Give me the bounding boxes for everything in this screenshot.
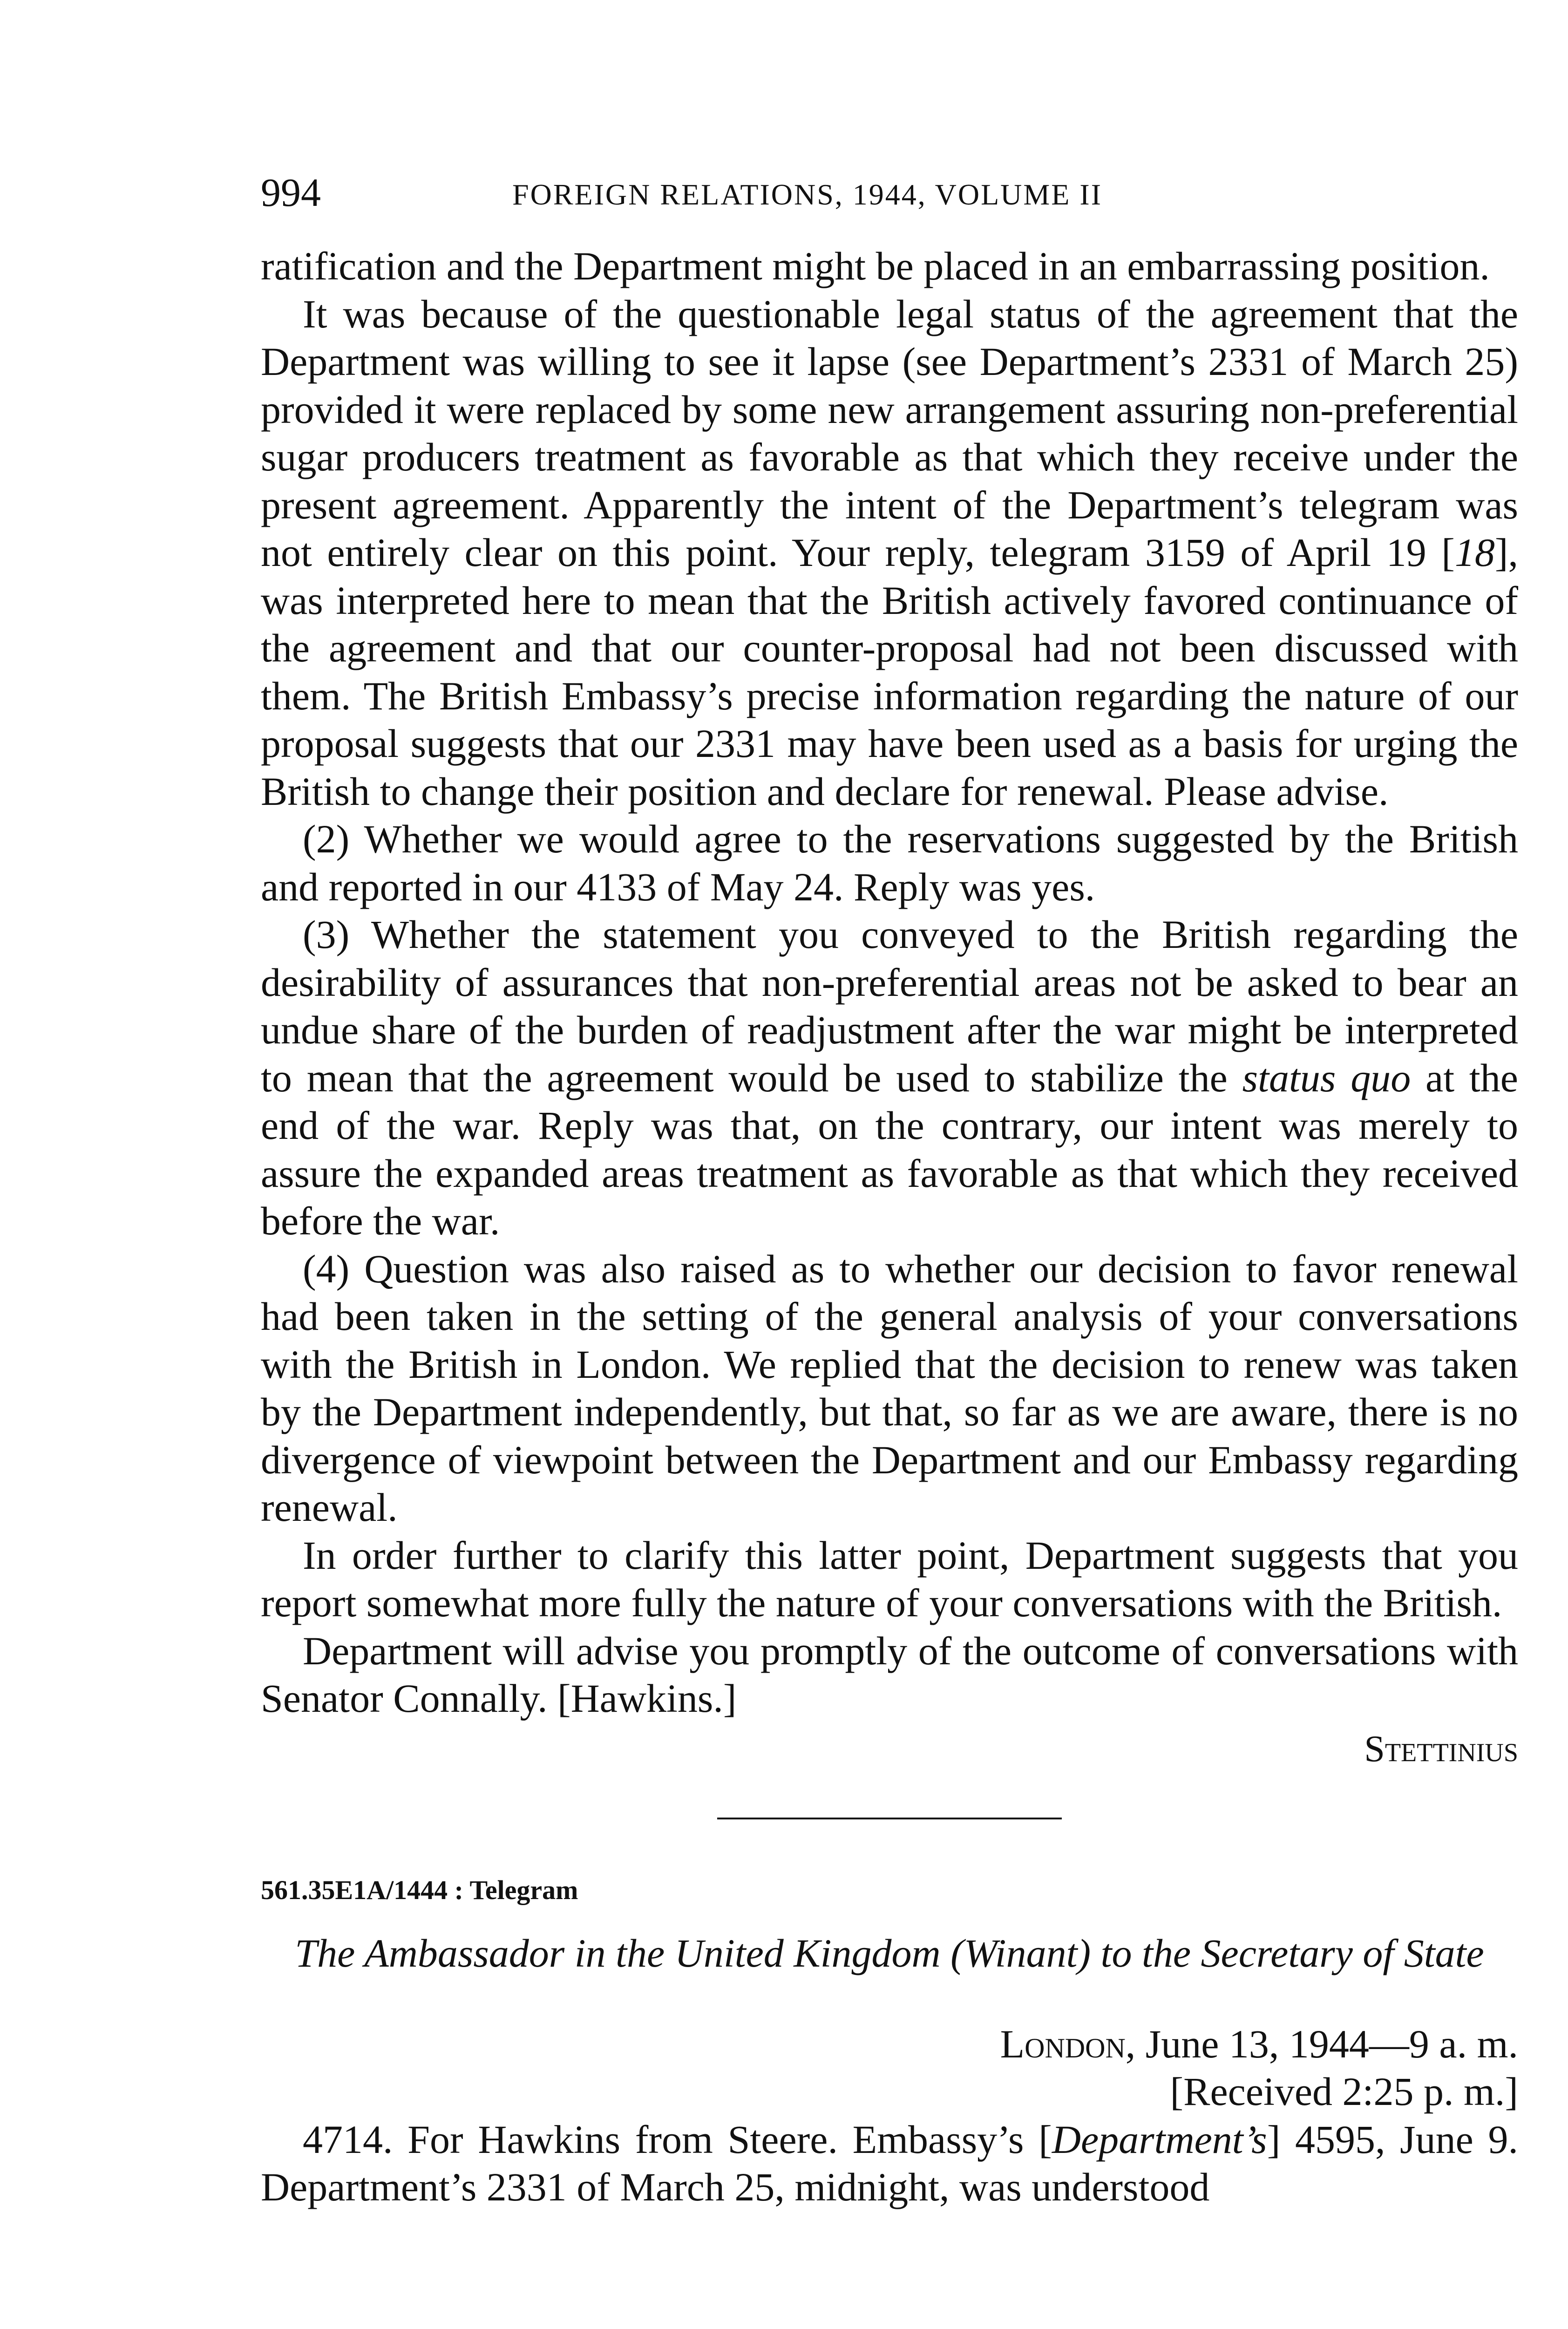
dateline-date: June 13, 1944—9 a. m. xyxy=(1135,2021,1518,2066)
italic-correction: Department’s xyxy=(1052,2117,1267,2162)
running-title: FOREIGN RELATIONS, 1944, VOLUME II xyxy=(512,178,1102,211)
paragraph-text: at the end of the war. Reply was that, on the contrary, our intent was merely to assure the expanded areas treatment as favorable as that which they received before the war. xyxy=(261,1055,1518,1243)
page-number: 994 xyxy=(261,170,321,215)
paragraph-text: 4714. For Hawkins from Steere. Embassy’s [ xyxy=(303,2117,1052,2162)
section-divider xyxy=(717,1818,1062,1819)
received-note: [Received 2:25 p. m.] xyxy=(1170,2069,1518,2114)
signature: Stettinius xyxy=(1364,1728,1518,1770)
paragraph-text: (3) Whether the statement you conveyed to the British regarding the desirability of assurances that non-preferential areas not be asked to bear an undue share of the burden of readjustment after the war might be interpreted to mean that the agreement would be used to stabilize the xyxy=(261,912,1518,1100)
paragraph-advise: Department will advise you promptly of the outcome of conversations with Senator Connally. [Hawkins.] xyxy=(261,1628,1518,1721)
paragraph-point-4: (4) Question was also raised as to whether our decision to favor renewal had been taken in the setting of the general analysis of your conversations with the British in London. We replied that the decision to renew was taken by the Department independently, but that, so far as we are aware, there is no divergence of viewpoint between the Department and our Embassy regarding renewal. xyxy=(261,1246,1518,1530)
paragraph-point-2: (2) Whether we would agree to the reservations suggested by the British and reported in our 4133 of May 24. Reply was yes. xyxy=(261,817,1518,909)
file-reference: 561.35E1A/1444 : Telegram xyxy=(261,1875,578,1905)
paragraph-text: ] 4595, June 9. Department’s 2331 of March 25, midnight, was understood xyxy=(261,2117,1518,2209)
paragraph-legal-status xyxy=(261,290,1518,816)
italic-phrase: status quo xyxy=(1242,1055,1411,1100)
paragraph-continuation: ratification and the Department might be placed in an embarrassing position. xyxy=(261,244,1490,288)
document-title: The Ambassador in the United Kingdom (Winant) to the Secretary of State xyxy=(295,1931,1484,1975)
page-header xyxy=(261,167,1518,218)
paragraph-telegram-opening xyxy=(261,2116,1518,2211)
paragraph-clarify: In order further to clarify this latter point, Department suggests that you report somewhat more fully the nature of your conversations with the British. xyxy=(261,1532,1518,1625)
dateline xyxy=(261,2020,1518,2068)
document-page xyxy=(261,0,1518,2329)
paragraph-point-3 xyxy=(261,911,1518,1245)
dateline-place: London, xyxy=(1000,2021,1136,2066)
footnote-reference: 18 xyxy=(1454,530,1495,575)
paragraph-text: It was because of the questionable legal status of the agreement that the Department was willing to see it lapse (see Department’s 2331 of March 25) provided it were replaced by some new arrangement assuring non-preferential sugar producers treatment as favorable as that which they receive under the present agreement. Apparently the intent of the Department’s telegram was not entirely clear on this point. Your reply, telegram 3159 of April 19 [ xyxy=(261,291,1518,575)
paragraph-text: ], was interpreted here to mean that the British actively favored continuance of the agreement and that our counter-proposal had not been discussed with them. The British Embassy’s precise information regarding the nature of our proposal suggests that our 2331 may have been used as a basis for urging the British to change their position and declare for renewal. Please advise. xyxy=(261,530,1518,814)
body-text xyxy=(261,242,1518,2211)
